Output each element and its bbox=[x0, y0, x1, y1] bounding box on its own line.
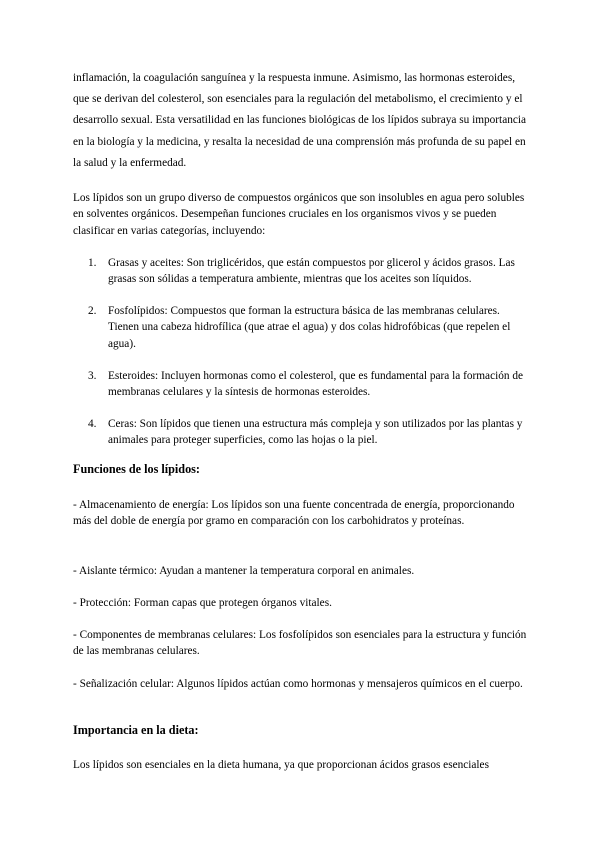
list-text: Grasas y aceites: Son triglicéridos, que están compuestos por glicerol y ácidos grasos. Las grasas son sólidas a temperatura ambiente, mientras que los aceites son líquidos. bbox=[108, 257, 515, 286]
functions-heading: Funciones de los lípidos: bbox=[73, 462, 200, 476]
intro-paragraph: inflamación, la coagulación sanguínea y la respuesta inmune. Asimismo, las hormonas esteroides, que se derivan del colesterol, son esenciales para la regulación del metabolismo, el crecimiento y el desarrollo sexual. Esta versatilidad en las funciones biológicas de los lípidos subraya su importancia en la biología y la medicina, y resalta la necesidad de una comprensión más profunda de su papel en la salud y la enfermedad. bbox=[73, 72, 527, 169]
list-text: Ceras: Son lípidos que tienen una estructura más compleja y son utilizados por las plantas y animales para proteger superficies, como las hojas o la piel. bbox=[108, 418, 523, 447]
diet-heading: Importancia en la dieta: bbox=[73, 723, 199, 737]
overview-paragraph: Los lípidos son un grupo diverso de compuestos orgánicos que son insolubles en agua pero solubles en solventes orgánicos. Desempeñan funciones cruciales en los organismos vivos y se pueden clasificar en varias categorías, incluyendo: bbox=[73, 192, 525, 237]
function-item: - Señalización celular: Algunos lípidos actúan como hormonas y mensajeros químicos en el cuerpo. bbox=[73, 678, 523, 690]
function-item: - Componentes de membranas celulares: Los fosfolípidos son esenciales para la estructura y función de las membranas celulares. bbox=[73, 629, 527, 658]
diet-paragraph: Los lípidos son esenciales en la dieta humana, ya que proporcionan ácidos grasos esenciales bbox=[73, 759, 489, 771]
function-item: - Protección: Forman capas que protegen órganos vitales. bbox=[73, 597, 332, 609]
list-text: Esteroides: Incluyen hormonas como el colesterol, que es fundamental para la formación de membranas celulares y la síntesis de hormonas esteroides. bbox=[108, 370, 524, 399]
list-number: 1. bbox=[88, 257, 97, 269]
list-number: 3. bbox=[88, 370, 97, 382]
function-item: - Aislante térmico: Ayudan a mantener la temperatura corporal en animales. bbox=[73, 565, 415, 577]
list-number: 4. bbox=[88, 418, 97, 430]
function-item: - Almacenamiento de energía: Los lípidos son una fuente concentrada de energía, proporcionando más del doble de energía por gramo en comparación con los carbohidratos y proteínas. bbox=[73, 499, 515, 528]
list-text: Fosfolípidos: Compuestos que forman la estructura básica de las membranas celulares. Tienen una cabeza hidrofílica (que atrae el agua) y dos colas hidrofóbicas (que repelen el agua). bbox=[108, 305, 511, 350]
list-number: 2. bbox=[88, 305, 97, 317]
